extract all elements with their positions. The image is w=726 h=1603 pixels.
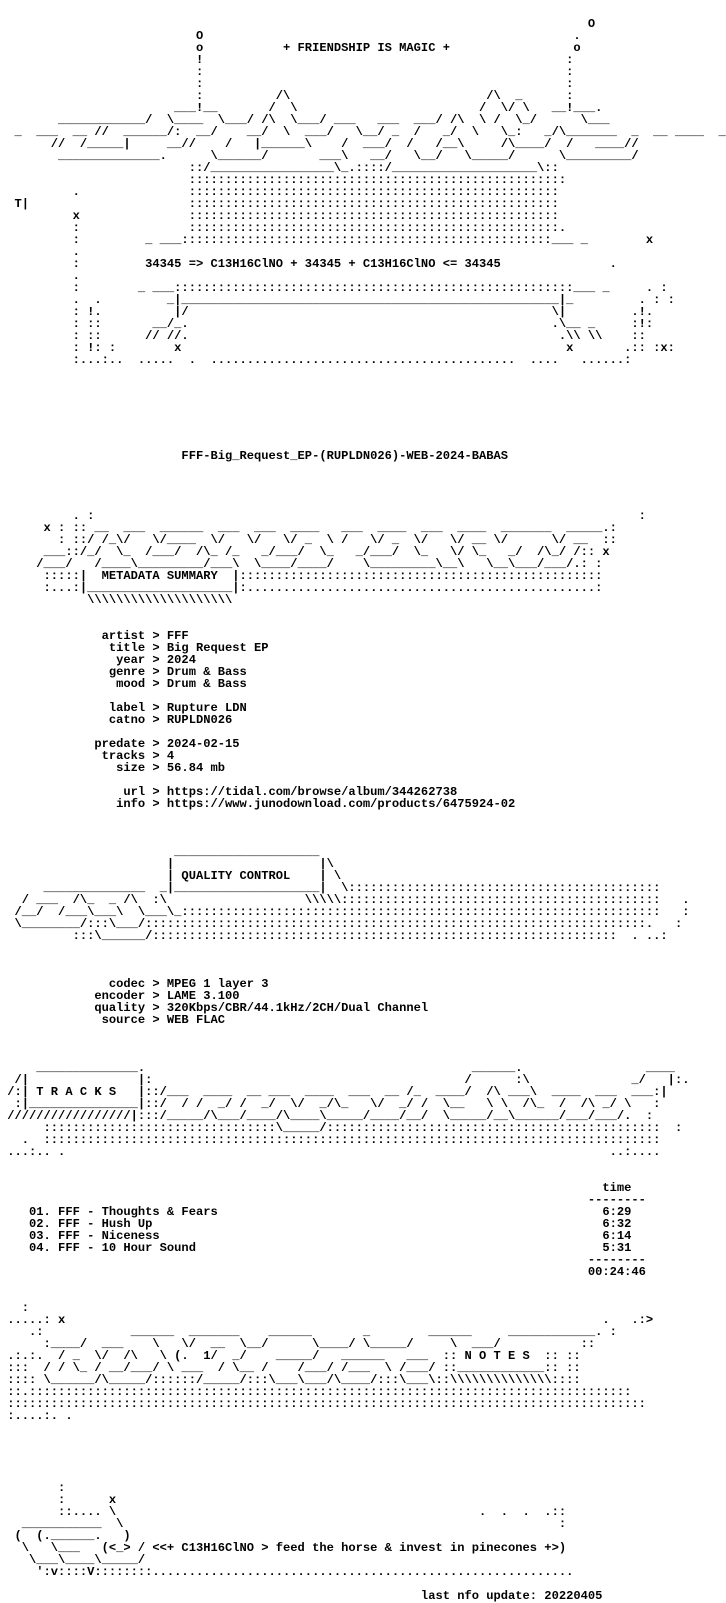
nfo-line: 04. FFF - 10 Hour Sound 5:31	[0, 1241, 632, 1255]
nfo-line: ___!__ / \ / \/ \ __!___.	[0, 101, 603, 115]
nfo-line: \\\\\\\\\\\\\\\\\\\\	[0, 593, 233, 607]
nfo-line: /__/ /___\___\ \___\_:::::::::::::::::::::::::::::::::::::::::::::::::::::::::::::::::: :	[0, 905, 690, 919]
nfo-line: genre > Drum & Bass	[0, 665, 247, 679]
nfo-line: / ___ /\_ _ /\ :\ \\\\\:::::::::::::::::::::::::::::::::::::::::::: .	[0, 893, 690, 907]
nfo-line	[0, 606, 726, 618]
nfo-line	[0, 402, 726, 414]
nfo-line: . :::::::::::::::::::::::::::::::::::::::::::::::::::::::::::::::::::::::::::::::::::::	[0, 1133, 661, 1147]
nfo-line: : /\ /\ _ :	[0, 89, 574, 103]
nfo-line: O	[0, 17, 596, 31]
nfo-line: ::.... \ . . . .::	[0, 1505, 567, 1519]
nfo-line	[0, 810, 726, 822]
nfo-line: :	[0, 1481, 66, 1495]
nfo-line: --------	[0, 1253, 646, 1267]
nfo-line: .	[0, 269, 80, 283]
nfo-line: /:| T R A C K S |::/___ ____ __ ___ ____ ___ __ /_ ____/ /\ ___\ ____ ___ ___:|	[0, 1085, 668, 1099]
nfo-line: encoder > LAME 3.100	[0, 989, 240, 1003]
nfo-line: label > Rupture LDN	[0, 701, 247, 715]
nfo-line: | |\	[0, 857, 334, 871]
nfo-line: :|_______________|::/ / / _/ / _/ \/ _/\_ \/ _/ / \__ \ \ /\_ / /\ _/ \ :	[0, 1097, 661, 1111]
nfo-line	[0, 462, 726, 474]
nfo-line: :	[0, 1301, 30, 1315]
nfo-line: ::::::::::::::::::::::::::::::::::::::::::::::::::::::::::::::::::::::::::::::::::::::::	[0, 1397, 646, 1411]
nfo-line: : :	[0, 65, 574, 79]
nfo-line	[0, 414, 726, 426]
nfo-line: /___/ /____\_________/___\ \____/____/ \_________\__\ \__\___/___/.: :	[0, 557, 603, 571]
nfo-line: | QUALITY CONTROL | \	[0, 869, 342, 883]
nfo-line	[0, 1158, 726, 1170]
nfo-line	[0, 1038, 726, 1050]
nfo-line: title > Big Request EP	[0, 641, 269, 655]
nfo-line: : :: __/_. .\__ _ :!:	[0, 317, 654, 331]
nfo-line: : :::::::::::::::::::::::::::::::::::::::::::::::::::.	[0, 221, 567, 235]
nfo-line	[0, 942, 726, 954]
nfo-line: .	[0, 245, 80, 259]
nfo-line: . : :	[0, 509, 646, 523]
nfo-document	[0, 6, 726, 1602]
nfo-line	[0, 1290, 726, 1302]
nfo-line: url > https://tidal.com/browse/album/344262738	[0, 785, 458, 799]
nfo-line: \________/:::\___/:::::::::::::::::::::::::::::::::::::::::::::::::::::::::::::::::::::. :	[0, 917, 683, 931]
nfo-line	[0, 1026, 726, 1038]
nfo-line: ::.:::::::::::::::::::::::::::::::::::::::::::::::::::::::::::::::::::::::::::::::::::	[0, 1385, 632, 1399]
nfo-line: : :	[0, 77, 574, 91]
nfo-line: : 34345 => C13H16ClNO + 34345 + C13H16ClNO <= 34345 .	[0, 257, 617, 271]
nfo-line: mood > Drum & Bass	[0, 677, 247, 691]
nfo-line: :::\______/:::::::::::::::::::::::::::::::::::::::::::::::::::::::::::::::: . ..:	[0, 929, 668, 943]
nfo-line	[0, 1434, 726, 1446]
nfo-line: . . _|____________________________________________________|_ . : :	[0, 293, 675, 307]
nfo-line: size > 56.84 mb	[0, 761, 225, 775]
nfo-line	[0, 378, 726, 390]
nfo-line: ______________. ______. ____	[0, 1061, 675, 1075]
nfo-line: x : :: __ ___ ______ ___ ___ ____ ___ ____ ___ ____ _______ _____.:	[0, 521, 617, 535]
nfo-line: .:.:. / _ \/ /\ \ (. 1/ _/ _____/ ______ ___ :: N O T E S :: ::	[0, 1349, 581, 1363]
nfo-line: :____/ ___ \ \/ __ \__/ \____/ \_____/ \ ___/ ::	[0, 1337, 596, 1351]
nfo-line: _ ___ __ // ______/: __/ __/ \ ___/ \__/ _ / _/ \ \_: _/\_______ _ __ ____ _	[0, 125, 726, 139]
nfo-line: time	[0, 1181, 632, 1195]
nfo-line: FFF-Big_Request_EP-(RUPLDN026)-WEB-2024-BABAS	[0, 449, 509, 463]
nfo-line: ___________ \ :	[0, 1517, 567, 1531]
nfo-line: O .	[0, 29, 581, 43]
nfo-line: \___\____\_____/	[0, 1553, 146, 1567]
nfo-line	[0, 822, 726, 834]
nfo-line	[0, 1446, 726, 1458]
nfo-line	[0, 474, 726, 486]
nfo-line: 00:24:46	[0, 1265, 646, 1279]
nfo-line: :...:.. ..... . .......................................... .... ......:	[0, 353, 632, 367]
nfo-line: /////////////////|:::/_____/\___/____/\____\_____/____/__/ \_____/__\______/___/___/. :	[0, 1109, 654, 1123]
nfo-line: ::::::::::::::::::::::::::::::::\_____/:::::::::::::::::::::::::::::::::::::::::::::: :	[0, 1121, 683, 1135]
nfo-line: : !: : x x .:: :x:	[0, 341, 675, 355]
nfo-line: .....: x . .:>	[0, 1313, 654, 1327]
nfo-line: x :::::::::::::::::::::::::::::::::::::::::::::::::::	[0, 209, 559, 223]
nfo-line: :...:|____________________|:................................................:	[0, 581, 603, 595]
nfo-line: . :::::::::::::::::::::::::::::::::::::::::::::::::::	[0, 185, 559, 199]
nfo-line	[0, 1422, 726, 1434]
nfo-line: artist > FFF	[0, 629, 189, 643]
nfo-line: --------	[0, 1193, 646, 1207]
nfo-line: ___::/_/ \_ /___/ /\_ /_ _/___/ \_ _/___/ \_ \/ \_ _/ /\_/ /:: x	[0, 545, 610, 559]
nfo-line: : ::/ /_\/ \/____ \/ \/ \/ _ \ / \/ _ \/ \/ __ \/ \/ __ ::	[0, 533, 617, 547]
nfo-line: : :: // //. .\\ \\ ::	[0, 329, 646, 343]
nfo-line: year > 2024	[0, 653, 196, 667]
nfo-line: ! :	[0, 53, 574, 67]
nfo-line: ::/_________________\_.::::/____________________\::	[0, 161, 559, 175]
nfo-line: 02. FFF - Hush Up 6:32	[0, 1217, 632, 1231]
nfo-line: 03. FFF - Niceness 6:14	[0, 1229, 632, 1243]
nfo-line: info > https://www.junodownload.com/products/6475924-02	[0, 797, 516, 811]
nfo-line: o + FRIENDSHIP IS MAGIC + o	[0, 41, 581, 55]
nfo-line: source > WEB FLAC	[0, 1013, 225, 1027]
nfo-line	[0, 1278, 726, 1290]
nfo-line: catno > RUPLDN026	[0, 713, 233, 727]
nfo-line: /| |: / :\ _/ |:.	[0, 1073, 690, 1087]
nfo-line: // /_____| __// / |______\ / ___/ / /__\ /\____/ / ____//	[0, 137, 639, 151]
nfo-line	[0, 954, 726, 966]
nfo-line	[0, 1470, 726, 1482]
nfo-line	[0, 426, 726, 438]
nfo-line	[0, 390, 726, 402]
nfo-line: T| :::::::::::::::::::::::::::::::::::::::::::::::::::	[0, 197, 559, 211]
nfo-line	[0, 366, 726, 378]
nfo-line: last nfo update: 20220405	[0, 1589, 603, 1603]
nfo-line: quality > 320Kbps/CBR/44.1kHz/2CH/Dual Channel	[0, 1001, 429, 1015]
nfo-line: : _ ___:::::::::::::::::::::::::::::::::::::::::::::::::::___ _ x	[0, 233, 654, 247]
nfo-line: ...:.. . ..:....	[0, 1145, 661, 1159]
nfo-line: ::::::::::::::::::::::::::::::::::::::::::::::::::::	[0, 173, 567, 187]
nfo-line: : x	[0, 1493, 117, 1507]
nfo-line: ______________. \______/ ___\ __/ \__/ \_____/ \_________/	[0, 149, 639, 163]
nfo-line	[0, 486, 726, 498]
nfo-line: :::::| METADATA SUMMARY |::::::::::::::::::::::::::::::::::::::::::::::::::	[0, 569, 603, 583]
nfo-line: : _ ___:::::::::::::::::::::::::::::::::::::::::::::::::::::::___ _ . :	[0, 281, 668, 295]
nfo-line: .: ______ _______ ______ _ ______ ____________. :	[0, 1325, 617, 1339]
nfo-line: ____________________	[0, 845, 320, 859]
nfo-line: :::: \______/\_____/::::::/_____/:::\___\___/\____/:::\___\::\\\\\\\\\\\\\\::::	[0, 1373, 581, 1387]
nfo-line: : !. |/ \| .!.	[0, 305, 654, 319]
nfo-line: predate > 2024-02-15	[0, 737, 240, 751]
nfo-line: ':v::::V::::::::..........................................................	[0, 1565, 574, 1579]
nfo-line: codec > MPEG 1 layer 3	[0, 977, 269, 991]
nfo-line: ( (.______. )	[0, 1529, 131, 1543]
nfo-line	[0, 1458, 726, 1470]
nfo-line: \ \___ (<_> / <<+ C13H16ClNO > feed the horse & invest in pinecones +>)	[0, 1541, 567, 1555]
nfo-line: tracks > 4	[0, 749, 175, 763]
nfo-line: :....:. .	[0, 1409, 73, 1423]
nfo-line: ____________/ \____ \___/ /\ \___/ ___ ___ ___/ /\ \ / \_/ \___	[0, 113, 610, 127]
nfo-line: 01. FFF - Thoughts & Fears 6:29	[0, 1205, 632, 1219]
nfo-line: ::: / / \_ / __/___/ \ ___ / \__ / /___/ /___ \ /___/ ::____________:: ::	[0, 1361, 581, 1375]
nfo-line: ______________ _|____________________| \:::::::::::::::::::::::::::::::::::::::::::	[0, 881, 661, 895]
